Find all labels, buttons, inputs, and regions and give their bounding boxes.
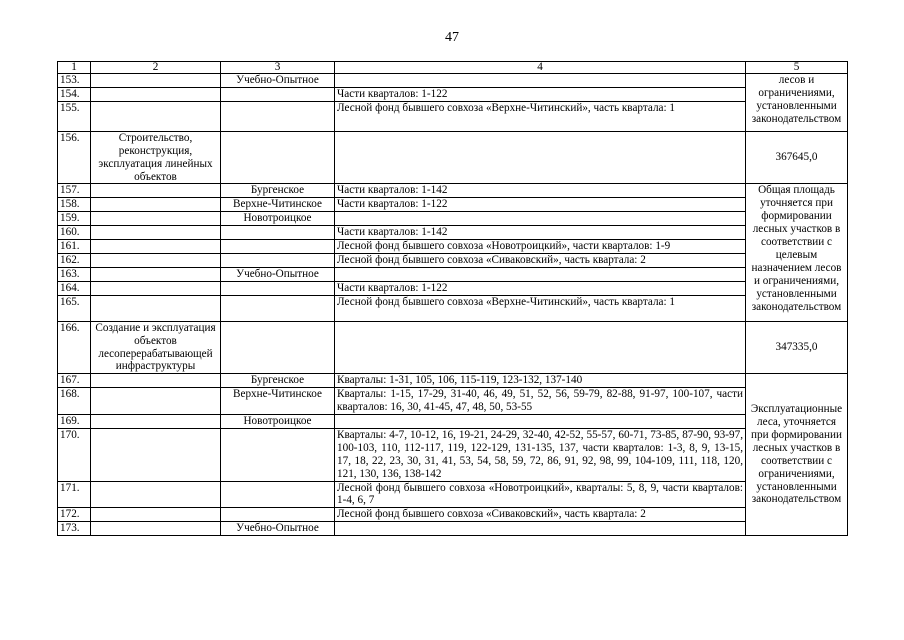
purpose-cell — [91, 428, 221, 481]
purpose-cell — [91, 184, 221, 198]
row-number: 160. — [58, 226, 91, 240]
purpose-cell — [91, 295, 221, 321]
forestry-cell — [221, 295, 335, 321]
table-row — [58, 74, 848, 88]
row-number: 163. — [58, 267, 91, 281]
quarters-cell — [335, 321, 746, 374]
forestry-cell — [221, 87, 335, 101]
purpose-cell — [91, 253, 221, 267]
forestry-cell — [221, 240, 335, 254]
quarters-cell: Части кварталов: 1-142 — [335, 184, 746, 198]
table-row — [58, 101, 848, 131]
quarters-cell — [335, 212, 746, 226]
table-row — [58, 131, 848, 184]
row-number: 155. — [58, 101, 91, 131]
row-number: 169. — [58, 415, 91, 429]
quarters-cell: Части кварталов: 1-122 — [335, 198, 746, 212]
table-row — [58, 212, 848, 226]
purpose-cell — [91, 481, 221, 508]
area-value: 347335,0 — [746, 321, 848, 374]
quarters-cell: Кварталы: 1-31, 105, 106, 115-119, 123-132, 137-140 — [335, 374, 746, 388]
quarters-cell — [335, 415, 746, 429]
table-row — [58, 281, 848, 295]
row-number: 157. — [58, 184, 91, 198]
quarters-cell: Лесной фонд бывшего совхоза «Новотроицкий», части кварталов: 1-9 — [335, 240, 746, 254]
purpose-cell — [91, 374, 221, 388]
quarters-cell: Лесной фонд бывшего совхоза «Сиваковский», часть квартала: 2 — [335, 253, 746, 267]
quarters-cell — [335, 522, 746, 536]
purpose-cell — [91, 74, 221, 88]
row-number: 165. — [58, 295, 91, 321]
purpose-cell — [91, 87, 221, 101]
forestry-cell — [221, 481, 335, 508]
purpose-cell — [91, 212, 221, 226]
notes-cell: Общая площадь уточняется при формировании лесных участков в соответствии с целевым назначением лесов и ограничениями, установленными законодательством — [746, 184, 848, 321]
quarters-cell: Кварталы: 4-7, 10-12, 16, 19-21, 24-29, 32-40, 42-52, 55-57, 60-71, 73-85, 87-90, 93-97, 100-103, 110, 112-117, 119, 122-129, 131-135, 137, части кварталов: 1-3, 8, 9, 13-15, 17, 18, 22, 23, 30, 31, 41, 53, 54, 58, 59, 72, 86, 91, 92, 98, 99, 104-109, 111, 118, 120, 121, 130, 136, 138-142 — [335, 428, 746, 481]
quarters-cell: Лесной фонд бывшего совхоза «Верхне-Читинский», часть квартала: 1 — [335, 295, 746, 321]
row-number: 172. — [58, 508, 91, 522]
table-row — [58, 321, 848, 374]
purpose-cell — [91, 508, 221, 522]
quarters-cell: Кварталы: 1-15, 17-29, 31-40, 46, 49, 51, 52, 56, 59-79, 82-88, 91-97, 100-107, части кварталов: 16, 30, 41-45, 47, 48, 50, 53-55 — [335, 388, 746, 415]
purpose-cell — [91, 522, 221, 536]
row-number: 161. — [58, 240, 91, 254]
forestry-cell — [221, 101, 335, 131]
header-col-2: 2 — [91, 62, 221, 74]
row-number: 154. — [58, 87, 91, 101]
row-number: 173. — [58, 522, 91, 536]
row-number: 156. — [58, 131, 91, 184]
row-number: 170. — [58, 428, 91, 481]
purpose-cell — [91, 267, 221, 281]
row-number: 164. — [58, 281, 91, 295]
row-number: 166. — [58, 321, 91, 374]
row-number: 171. — [58, 481, 91, 508]
purpose-cell: Создание и эксплуатация объектов лесоперерабатывающей инфраструктуры — [91, 321, 221, 374]
purpose-cell — [91, 240, 221, 254]
table-row — [58, 184, 848, 198]
forestry-cell: Верхне-Читинское — [221, 388, 335, 415]
purpose-cell: Строительство, реконструкция, эксплуатация линейных объектов — [91, 131, 221, 184]
notes-cell: лесов и ограничениями, установленными законодательством — [746, 74, 848, 132]
forestry-cell — [221, 321, 335, 374]
row-number: 158. — [58, 198, 91, 212]
table-row — [58, 415, 848, 429]
table-row — [58, 522, 848, 536]
purpose-cell — [91, 198, 221, 212]
row-number: 159. — [58, 212, 91, 226]
header-col-4: 4 — [335, 62, 746, 74]
quarters-cell: Части кварталов: 1-122 — [335, 87, 746, 101]
forestry-cell — [221, 226, 335, 240]
row-number: 168. — [58, 388, 91, 415]
table-row — [58, 87, 848, 101]
table-row — [58, 240, 848, 254]
quarters-cell: Лесной фонд бывшего совхоза «Сиваковский», часть квартала: 2 — [335, 508, 746, 522]
forestry-cell — [221, 131, 335, 184]
forestry-cell: Верхне-Читинское — [221, 198, 335, 212]
table-row — [58, 198, 848, 212]
forestry-cell: Новотроицкое — [221, 415, 335, 429]
header-col-5: 5 — [746, 62, 848, 74]
header-col-3: 3 — [221, 62, 335, 74]
table-row — [58, 508, 848, 522]
forestry-cell — [221, 508, 335, 522]
quarters-cell: Лесной фонд бывшего совхоза «Новотроицкий», кварталы: 5, 8, 9, части кварталов: 1-4, 6, 7 — [335, 481, 746, 508]
quarters-cell — [335, 74, 746, 88]
notes-cell: Эксплуатационные леса, уточняется при формировании лесных участков в соответствии с ограничениями, установленными законодательством — [746, 374, 848, 536]
table-row — [58, 428, 848, 481]
forestry-cell: Бургенское — [221, 184, 335, 198]
table-row — [58, 388, 848, 415]
forestry-cell — [221, 281, 335, 295]
forestry-cell: Учебно-Опытное — [221, 522, 335, 536]
forestry-cell: Учебно-Опытное — [221, 267, 335, 281]
row-number: 167. — [58, 374, 91, 388]
table-row — [58, 374, 848, 388]
quarters-cell: Части кварталов: 1-142 — [335, 226, 746, 240]
area-value: 367645,0 — [746, 131, 848, 184]
header-col-1: 1 — [58, 62, 91, 74]
forestry-cell: Учебно-Опытное — [221, 74, 335, 88]
table-row — [58, 267, 848, 281]
quarters-cell: Части кварталов: 1-122 — [335, 281, 746, 295]
table-row — [58, 226, 848, 240]
purpose-cell — [91, 281, 221, 295]
forestry-cell: Бургенское — [221, 374, 335, 388]
quarters-cell — [335, 131, 746, 184]
table-row — [58, 253, 848, 267]
purpose-cell — [91, 388, 221, 415]
row-number: 162. — [58, 253, 91, 267]
forestry-cell — [221, 428, 335, 481]
header-row — [58, 62, 848, 74]
forestry-cell — [221, 253, 335, 267]
quarters-cell — [335, 267, 746, 281]
purpose-cell — [91, 101, 221, 131]
forest-zones-table — [57, 61, 848, 536]
table-row — [58, 295, 848, 321]
table-row — [58, 481, 848, 508]
page-number: 47 — [445, 30, 459, 45]
purpose-cell — [91, 226, 221, 240]
purpose-cell — [91, 415, 221, 429]
row-number: 153. — [58, 74, 91, 88]
quarters-cell: Лесной фонд бывшего совхоза «Верхне-Читинский», часть квартала: 1 — [335, 101, 746, 131]
forestry-cell: Новотроицкое — [221, 212, 335, 226]
